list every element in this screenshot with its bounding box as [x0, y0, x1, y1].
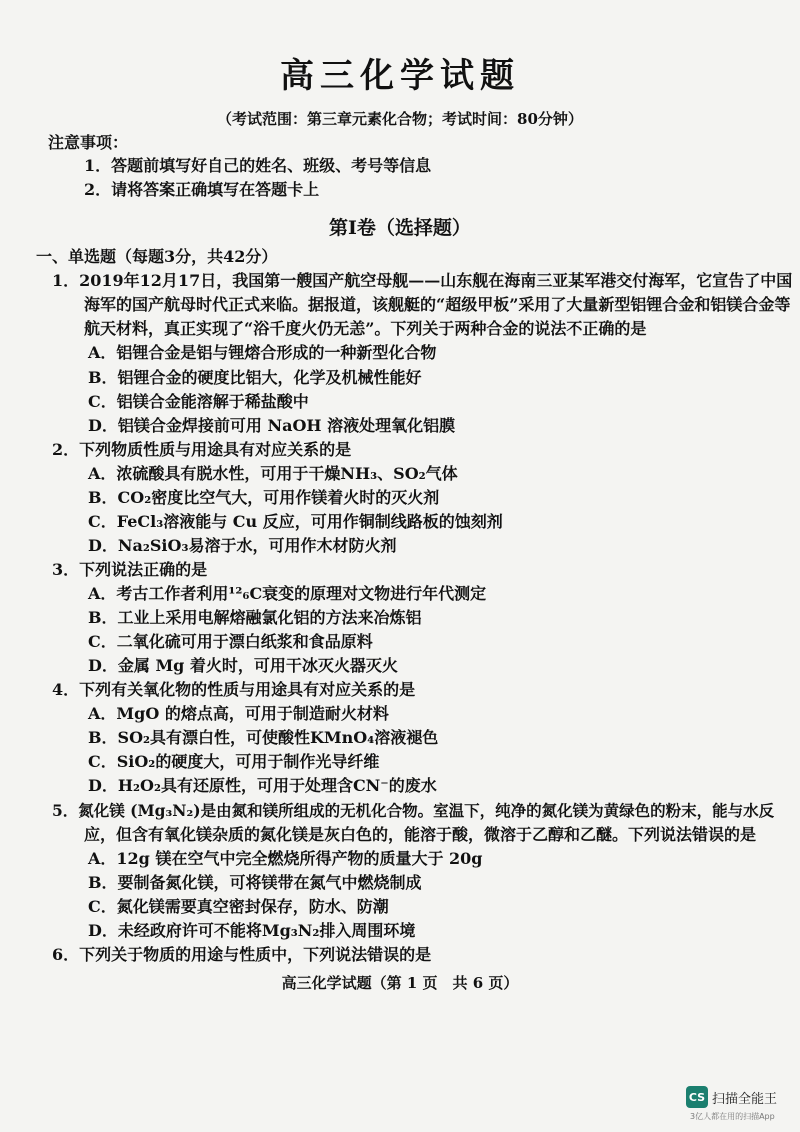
page-title: 高三化学试题 — [280, 56, 520, 96]
option: A．浓硫酸具有脱水性，可用于干燥NH₃、SO₂气体 — [88, 464, 458, 483]
option: D．金属 Mg 着火时，可用干冰灭火器灭火 — [88, 656, 398, 675]
scanner-watermark — [686, 1086, 777, 1108]
option: B．CO₂密度比空气大，可用作镁着火时的灭火剂 — [88, 488, 440, 507]
question-text: 6．下列关于物质的用途与性质中，下列说法错误的是 — [52, 945, 432, 964]
option: C．铝镁合金能溶解于稀盐酸中 — [88, 392, 309, 411]
question-text: 3．下列说法正确的是 — [52, 560, 208, 579]
option: B．SO₂具有漂白性，可使酸性KMnO₄溶液褪色 — [88, 728, 439, 747]
question-text: 应，但含有氧化镁杂质的氮化镁是灰白色的，能溶于酸，微溶于乙醇和乙醚。下列说法错误的是 — [84, 825, 757, 844]
part-heading: 一、单选题（每题3分，共42分） — [36, 247, 278, 266]
option: A．铝锂合金是铝与锂熔合形成的一种新型化合物 — [88, 343, 437, 362]
watermark-brand: 扫描全能王 — [712, 1091, 778, 1107]
option: D．未经政府许可不能将Mg₃N₂排入周围环境 — [88, 921, 416, 940]
option: B．工业上采用电解熔融氯化铝的方法来冶炼铝 — [88, 608, 422, 627]
question-text: 2．下列物质性质与用途具有对应关系的是 — [52, 440, 352, 459]
option: B．要制备氮化镁，可将镁带在氮气中燃烧制成 — [88, 873, 422, 892]
option: A．12g 镁在空气中完全燃烧所得产物的质量大于 20g — [88, 849, 483, 868]
notice-item: 2．请将答案正确填写在答题卡上 — [84, 180, 320, 199]
option: D．Na₂SiO₃易溶于水，可用作木材防火剂 — [88, 536, 397, 555]
option: C．FeCl₃溶液能与 Cu 反应，可用作铜制线路板的蚀刻剂 — [88, 512, 503, 531]
option: D．H₂O₂具有还原性，可用于处理含CN⁻的废水 — [88, 776, 437, 795]
notice-item: 1．答题前填写好自己的姓名、班级、考号等信息 — [84, 156, 432, 175]
question-text: 海军的国产航母时代正式来临。据报道，该舰艇的“超级甲板”采用了大量新型铝锂合金和铝镁合金等 — [84, 295, 791, 314]
page-footer: 高三化学试题（第 1 页 共 6 页） — [281, 974, 519, 992]
option: C．SiO₂的硬度大，可用于制作光导纤维 — [88, 752, 380, 771]
question-text: 航天材料，真正实现了“浴千度火仍无恙”。下列关于两种合金的说法不正确的是 — [84, 319, 647, 338]
question-text: 1．2019年12月17日，我国第一艘国产航空母舰——山东舰在海南三亚某军港交付海军，它宣告了中国 — [52, 271, 793, 290]
option: A．考古工作者利用¹²₆C衰变的原理对文物进行年代测定 — [88, 584, 487, 603]
question-text: 4．下列有关氧化物的性质与用途具有对应关系的是 — [52, 680, 416, 699]
option: A．MgO 的熔点高，可用于制造耐火材料 — [88, 704, 389, 723]
option: C．二氧化硫可用于漂白纸浆和食品原料 — [88, 632, 373, 651]
question-text: 5．氮化镁 (Mg₃N₂)是由氮和镁所组成的无机化合物。室温下，纯净的氮化镁为黄绿色的粉末，能与水反 — [52, 801, 775, 820]
option: C．氮化镁需要真空密封保存，防水、防潮 — [88, 897, 389, 916]
option: B．铝锂合金的硬度比铝大，化学及机械性能好 — [88, 368, 422, 387]
camscanner-logo-icon: CS — [686, 1086, 708, 1108]
watermark-tagline: 3亿人都在用的扫描App — [690, 1112, 775, 1121]
section-title: 第Ⅰ卷（选择题） — [329, 217, 471, 239]
notice-heading: 注意事项： — [48, 133, 129, 152]
exam-scope: （考试范围：第三章元素化合物；考试时间：80分钟） — [217, 110, 583, 128]
option: D．铝镁合金焊接前可用 NaOH 溶液处理氧化铝膜 — [88, 416, 456, 435]
